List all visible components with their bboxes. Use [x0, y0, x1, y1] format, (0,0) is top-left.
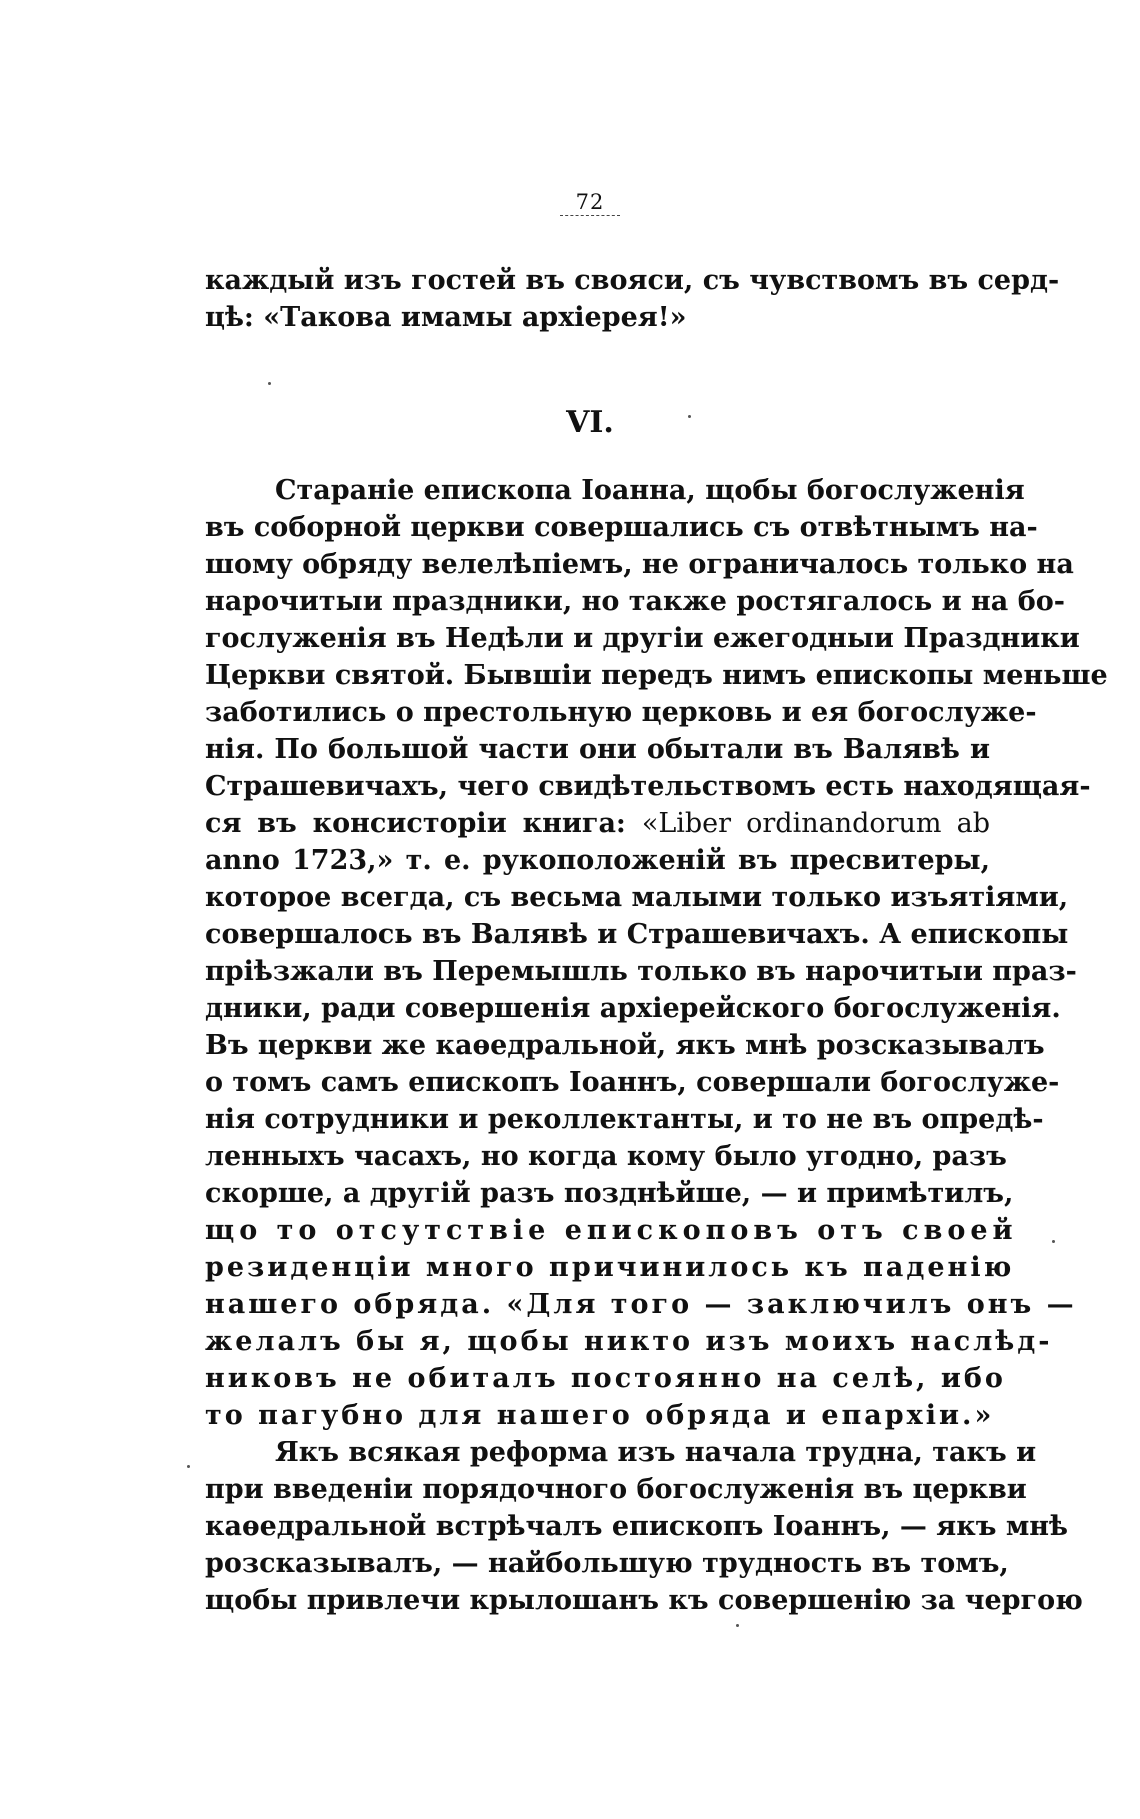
- text-line: Страшевичахъ, чего свидѣтельствомъ есть находящая-: [205, 771, 1091, 802]
- text-line-spaced: резиденціи много причинилось къ паденію: [205, 1252, 1015, 1283]
- text-line-spaced: нашего обряда. «Для того — заключилъ онъ —: [205, 1289, 1077, 1320]
- text-line: Якъ всякая реформа изъ начала трудна, такъ и: [275, 1437, 1037, 1468]
- text-line-spaced: що то отсутствіе епископовъ отъ своей: [205, 1215, 1018, 1246]
- text-line-spaced: никовъ не обиталъ постоянно на селѣ, ибо: [205, 1363, 1006, 1394]
- text-line-spaced: то пагубно для нашего обряда и епархіи.»: [205, 1400, 995, 1431]
- text-line: нія. По большой части они обытали въ Валявѣ и: [205, 734, 990, 765]
- text-line: каѳедральной встрѣчалъ епископъ Іоаннъ, — якъ мнѣ: [205, 1511, 1069, 1542]
- text-line-with-latin: [205, 805, 990, 842]
- text-line: о томъ самъ епископъ Іоаннъ, совершали богослуже-: [205, 1067, 1060, 1098]
- scan-speck: [688, 415, 691, 418]
- text-line: anno 1723,» т. е. рукоположеній въ пресвитеры,: [205, 845, 990, 876]
- text-line-spaced: желалъ бы я, щобы никто изъ моихъ наслѣд-: [205, 1326, 1053, 1357]
- text-line: пріѣзжали въ Перемышль только въ нарочитыи праз-: [205, 956, 1077, 987]
- section-heading: VI.: [566, 405, 614, 440]
- paragraph-1: [205, 472, 1108, 1434]
- scan-speck: [187, 1465, 190, 1468]
- text-line: совершалось въ Валявѣ и Страшевичахъ. А епископы: [205, 919, 1069, 950]
- text-line: каждый изъ гостей въ свояси, съ чувствомъ въ серд-: [205, 265, 1060, 296]
- text-line: дники, ради совершенія архіерейского богослуженія.: [205, 993, 1061, 1024]
- page-number: 72: [575, 190, 605, 214]
- page-number-rule: [560, 215, 620, 216]
- text-line: которое всегда, съ весьма малыми только изъятіями,: [205, 882, 1069, 913]
- text-line: въ соборной церкви совершались съ отвѣтнымъ на-: [205, 512, 1038, 543]
- text-line: Церкви святой. Бывшіи передъ нимъ епископы меньше: [205, 660, 1108, 691]
- text-line: цѣ: «Такова имамы архіерея!»: [205, 302, 687, 333]
- text-fragment: ся въ консисторіи книга:: [205, 808, 626, 839]
- text-line: нарочитыи праздники, но также ростягалось и на бо-: [205, 586, 1065, 617]
- latin-book-title: «Liber ordinandorum ab: [641, 808, 990, 839]
- text-line: заботились о престольную церковь и ея богослуже-: [205, 697, 1037, 728]
- text-line: розсказывалъ, — найбольшую трудность въ томъ,: [205, 1548, 1009, 1579]
- scan-speck: [736, 1624, 739, 1627]
- intro-text: [205, 262, 1060, 336]
- text-line: щобы привлечи крылошанъ къ совершенію за чергою: [205, 1585, 1083, 1616]
- scan-speck: [1052, 1240, 1055, 1243]
- text-line: шому обряду велелѣпіемъ, не ограничалось только на: [205, 549, 1074, 580]
- paragraph-2: [205, 1434, 1083, 1619]
- text-line: Въ церкви же каѳедральной, якъ мнѣ розсказывалъ: [205, 1030, 1045, 1061]
- text-line: гослуженія въ Недѣли и другіи ежегодныи Праздники: [205, 623, 1080, 654]
- text-line: при введеніи порядочного богослуженія въ церкви: [205, 1474, 1027, 1505]
- text-line: нія сотрудники и реколлектанты, и то не въ опредѣ-: [205, 1104, 1044, 1135]
- scan-speck: [268, 382, 271, 385]
- text-line: ленныхъ часахъ, но когда кому было угодно, разъ: [205, 1141, 1007, 1172]
- text-line: скорше, а другій разъ позднѣйше, — и примѣтилъ,: [205, 1178, 1014, 1209]
- text-line: Стараніе епископа Іоанна, щобы богослуженія: [275, 475, 1025, 506]
